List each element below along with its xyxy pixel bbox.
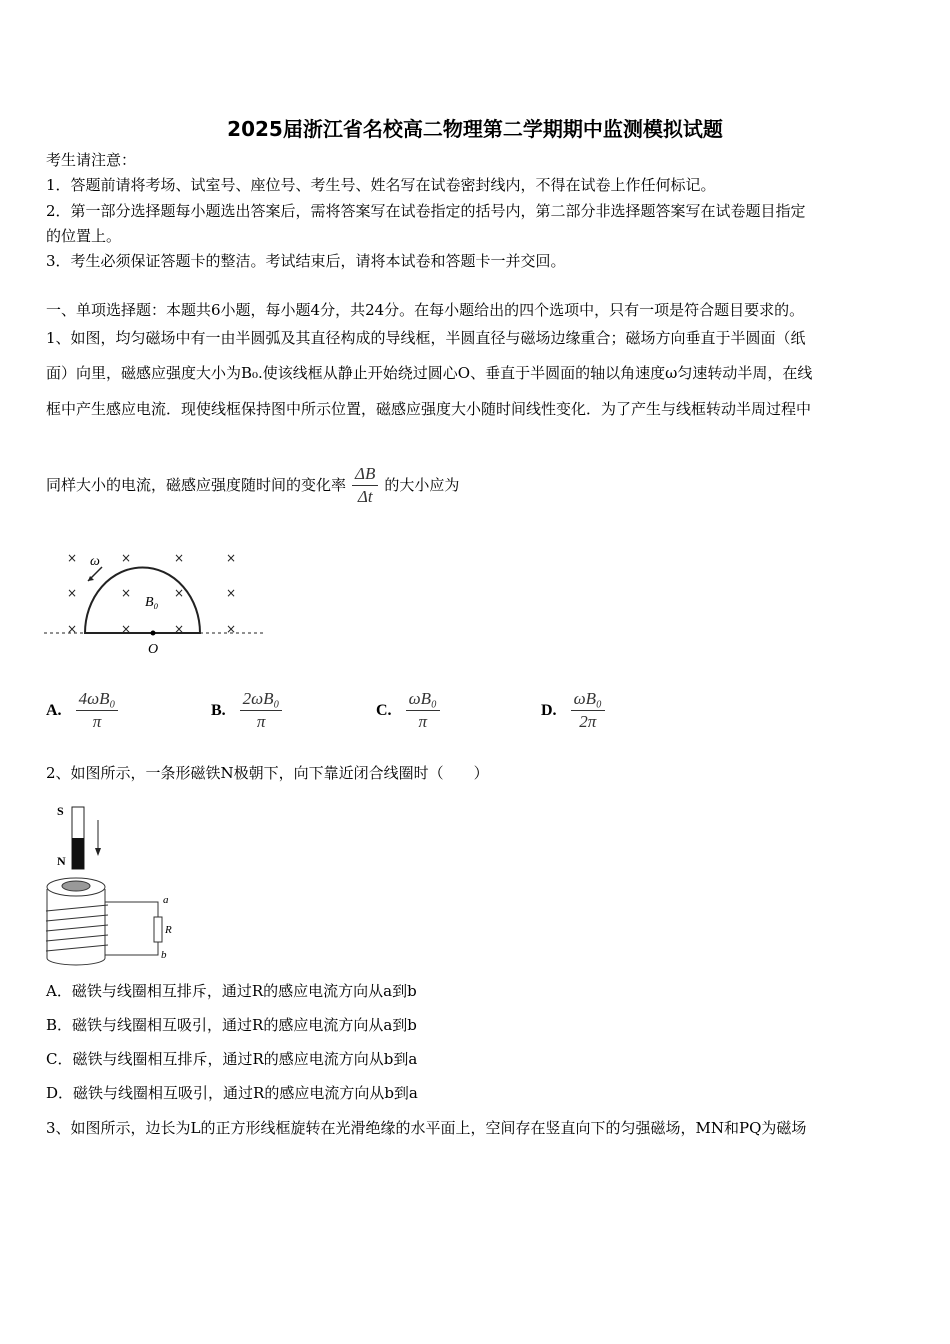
question-text-last [46,462,459,508]
semicircle-field-figure [40,545,270,660]
fraction-numerator: ΔB [352,463,378,486]
option-a[interactable] [46,688,118,733]
magnet-coil-figure [40,795,190,970]
svg-text:×: × [226,586,237,600]
option-numerator: 2ωB₀ [240,688,283,711]
svg-text:×: × [226,551,237,565]
svg-text:×: × [121,622,132,636]
question-text: 的大小应为 [384,476,460,494]
resistor-r-label: R [165,924,172,936]
notice-item: 的位置上。 [46,227,122,245]
rate-fraction [352,463,378,508]
option-b[interactable] [211,688,282,733]
svg-text:×: × [67,622,78,636]
question-text: 3、如图所示，边长为L的正方形线框旋转在光滑绝缘的水平面上，空间存在竖直向下的匀强磁场，MN和PQ为磁场 [46,1119,807,1137]
option-denominator: π [418,712,427,731]
section-heading: 一、单项选择题：本题共6小题，每小题4分，共24分。在每小题给出的四个选项中，只有一项是符合题目要求的。 [46,301,805,319]
notice-item: 1．答题前请将考场、试室号、座位号、考生号、姓名写在试卷密封线内，不得在试卷上作任何标记。 [46,176,716,194]
question-text: 2、如图所示，一条形磁铁N极朝下，向下靠近闭合线圈时（ ） [46,764,489,782]
center-o-label: O [148,642,159,657]
option-label: B. [211,701,226,719]
question-text: 面）向里，磁感应强度大小为B₀.使该线框从静止开始绕过圆心O、垂直于半圆面的轴以角速度ω匀速转动半周，在线 [46,364,813,382]
svg-text:×: × [174,622,185,636]
svg-text:×: × [174,586,185,600]
option-label: A. [46,701,62,719]
svg-text:×: × [67,586,78,600]
svg-text:×: × [67,551,78,565]
magnet-s-label: S [57,804,64,818]
notice-item: 2．第一部分选择题每小题选出答案后，需将答案写在试卷指定的括号内，第二部分非选择题答案写在试卷题目指定 [46,202,806,220]
option-d[interactable] [541,688,605,733]
magnet-n-label: N [57,854,66,868]
svg-text:×: × [121,586,132,600]
terminal-b-label: b [161,949,167,961]
option-label: C. [376,701,392,719]
question-text: 框中产生感应电流．现使线框保持图中所示位置，磁感应强度大小随时间线性变化．为了产生与线框转动半周过程中 [46,400,812,418]
notice-heading: 考生请注意： [46,151,137,169]
b0-label: B₀ [145,595,159,610]
question-text: 同样大小的电流，磁感应强度随时间的变化率 [46,476,347,494]
fraction-denominator: Δt [357,486,373,506]
notice-item: 3．考生必须保证答题卡的整洁。考试结束后，请将本试卷和答题卡一并交回。 [46,252,566,270]
svg-text:×: × [226,622,237,636]
option-label: D. [541,701,557,719]
option-denominator: π [256,712,266,731]
omega-label: ω [90,554,100,569]
svg-text:×: × [121,551,132,565]
page-title: 2025届浙江省名校高二物理第二学期期中监测模拟试题 [227,117,723,141]
option-c[interactable] [376,688,440,733]
option-denominator: 2π [579,712,597,731]
option-a[interactable]: A．磁铁与线圈相互排斥，通过R的感应电流方向从a到b [46,982,417,1000]
option-numerator: ωB₀ [406,688,440,711]
option-numerator: ωB₀ [571,688,605,711]
option-d[interactable]: D．磁铁与线圈相互吸引，通过R的感应电流方向从b到a [46,1084,418,1102]
question-text: 1、如图，均匀磁场中有一由半圆弧及其直径构成的导线框，半圆直径与磁场边缘重合；磁场方向垂直于半圆面（纸 [46,329,806,347]
option-c[interactable]: C．磁铁与线圈相互排斥，通过R的感应电流方向从b到a [46,1050,418,1068]
terminal-a-label: a [163,894,169,906]
option-denominator: π [92,712,102,731]
svg-text:×: × [174,551,185,565]
option-numerator: 4ωB₀ [76,688,119,711]
option-b[interactable]: B．磁铁与线圈相互吸引，通过R的感应电流方向从a到b [46,1016,417,1034]
